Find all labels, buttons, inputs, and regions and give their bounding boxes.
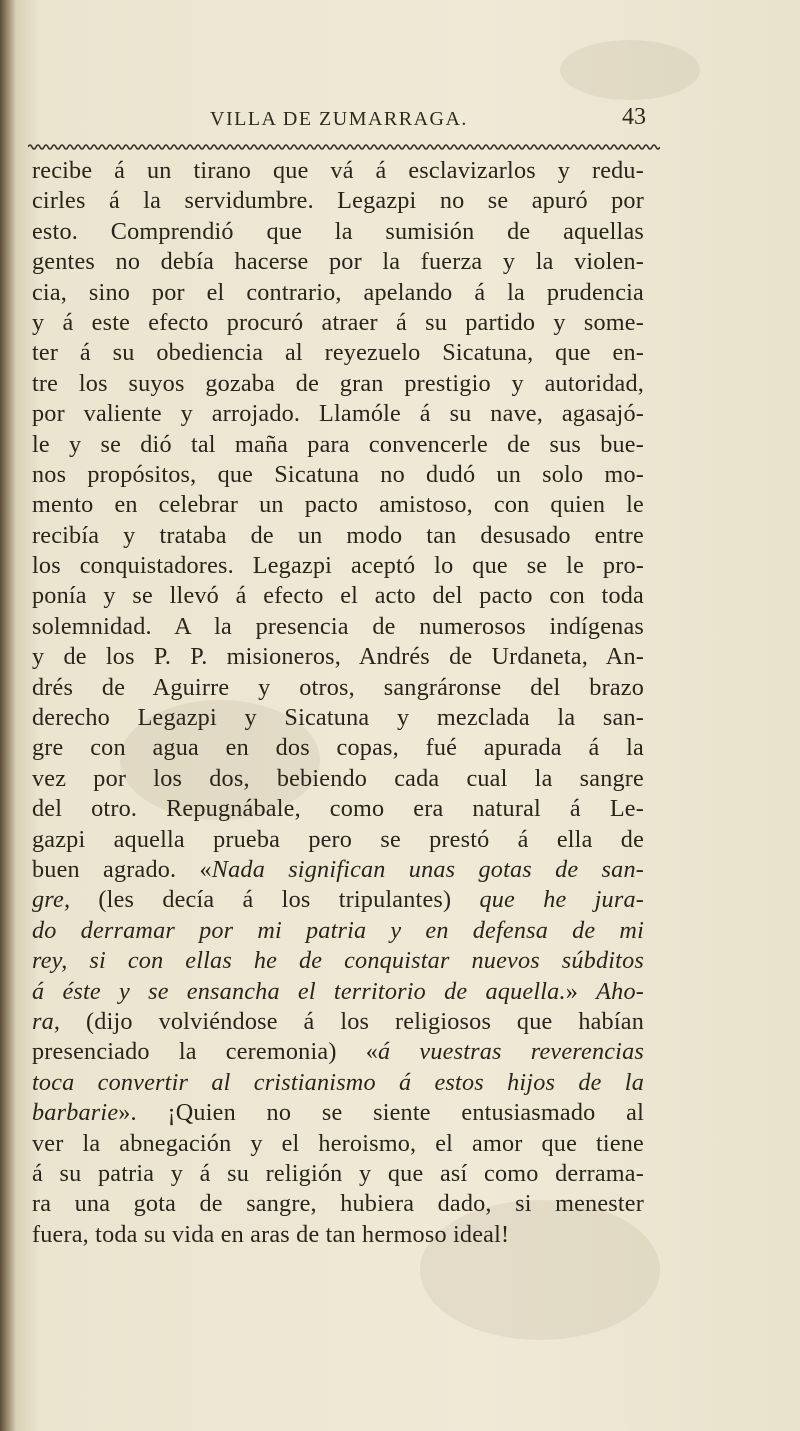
text-line: drés de Aguirre y otros, sangráronse del brazo xyxy=(32,673,644,701)
text-line: ver la abnegación y el heroismo, el amor que tiene xyxy=(32,1129,644,1157)
text-line: ter á su obediencia al reyezuelo Sicatuna, que en- xyxy=(32,339,644,367)
text-line: esto. Comprendió que la sumisión de aquellas xyxy=(32,217,644,245)
text-line: cia, sino por el contrario, apelando á la prudencia xyxy=(32,278,644,306)
text-line: recibe á un tirano que vá á esclavizarlos y redu- xyxy=(32,157,644,184)
italic-quote: Aho- xyxy=(596,977,644,1005)
text-line: y de los P. P. misioneros, Andrés de Urdaneta, An- xyxy=(32,643,644,671)
italic-quote: á vuestras reverencias xyxy=(378,1038,645,1066)
text-line-mixed xyxy=(32,1068,644,1098)
text-line-mixed xyxy=(32,855,644,885)
italic-quote: Nada significan unas gotas de san- xyxy=(211,855,645,883)
italic-quote: rey, si con ellas he de conquistar nuevos súbditos xyxy=(32,947,644,975)
text-line: por valiente y arrojado. Llamóle á su nave, agasajó- xyxy=(32,400,644,428)
text-line: tre los suyos gozaba de gran prestigio y autoridad, xyxy=(32,369,644,397)
text-line: cirles á la servidumbre. Legazpi no se apuró por xyxy=(32,187,644,215)
body-text xyxy=(32,156,644,1250)
ornamental-rule xyxy=(28,141,660,151)
roman-text: presenciado la ceremonia) « xyxy=(32,1038,379,1066)
page-header xyxy=(34,104,652,142)
italic-quote: toca convertir al cristianismo á estos hijos de la xyxy=(32,1068,644,1096)
text-line: ponía y se llevó á efecto el acto del pacto con toda xyxy=(32,582,644,610)
italic-quote: que he jura- xyxy=(479,886,644,914)
text-line: gentes no debía hacerse por la fuerza y la violen- xyxy=(32,248,644,276)
text-line: ra una gota de sangre, hubiera dado, si menester xyxy=(32,1190,644,1218)
text-line-mixed xyxy=(32,977,644,1007)
italic-quote: do derramar por mi patria y en defensa de mi xyxy=(32,916,644,944)
roman-text: (dijo volviéndose á los religiosos que habían xyxy=(60,1007,644,1035)
italic-quote: ra, xyxy=(32,1007,61,1035)
roman-text: buen agrado. « xyxy=(32,855,212,883)
text-line-mixed xyxy=(32,946,644,976)
text-line: gre con agua en dos copas, fué apurada á la xyxy=(32,734,644,762)
text-line: y á este efecto procuró atraer á su partido y some- xyxy=(32,308,644,336)
text-line: gazpi aquella prueba pero se prestó á ella de xyxy=(32,825,644,853)
text-line: solemnidad. A la presencia de numerosos indígenas xyxy=(32,612,644,640)
text-line-mixed xyxy=(32,916,644,946)
text-line: le y se dió tal maña para convencerle de sus bue- xyxy=(32,430,644,458)
running-title: VILLA DE ZUMARRAGA. xyxy=(210,108,468,130)
text-line: recibía y trataba de un modo tan desusado entre xyxy=(32,521,644,549)
text-line: mento en celebrar un pacto amistoso, con quien le xyxy=(32,491,644,519)
page-number: 43 xyxy=(622,104,646,130)
text-line-mixed xyxy=(32,1037,644,1067)
text-line: á su patria y á su religión y que así como derrama- xyxy=(32,1159,644,1187)
text-line: los conquistadores. Legazpi aceptó lo que se le pro- xyxy=(32,552,644,580)
italic-quote: barbarie xyxy=(32,1099,119,1127)
roman-text: (les decía á los tripulantes) xyxy=(70,886,480,914)
text-line: nos propósitos, que Sicatuna no dudó un solo mo- xyxy=(32,460,644,488)
text-line: vez por los dos, bebiendo cada cual la sangre xyxy=(32,764,644,792)
italic-quote: á éste y se ensancha el territorio de aquella. xyxy=(32,977,566,1005)
text-line: fuera, toda su vida en aras de tan hermoso ideal! xyxy=(32,1220,510,1248)
text-line-mixed xyxy=(32,1098,644,1128)
text-line-mixed xyxy=(32,885,644,915)
text-line: derecho Legazpi y Sicatuna y mezclada la san- xyxy=(32,704,644,732)
text-line: del otro. Repugnábale, como era natural á Le- xyxy=(32,795,644,823)
text-line-mixed xyxy=(32,1007,644,1037)
italic-quote: gre, xyxy=(32,886,71,914)
roman-text: ». ¡Quien no se siente entusiasmado al xyxy=(118,1099,644,1127)
roman-text: » xyxy=(565,977,597,1005)
